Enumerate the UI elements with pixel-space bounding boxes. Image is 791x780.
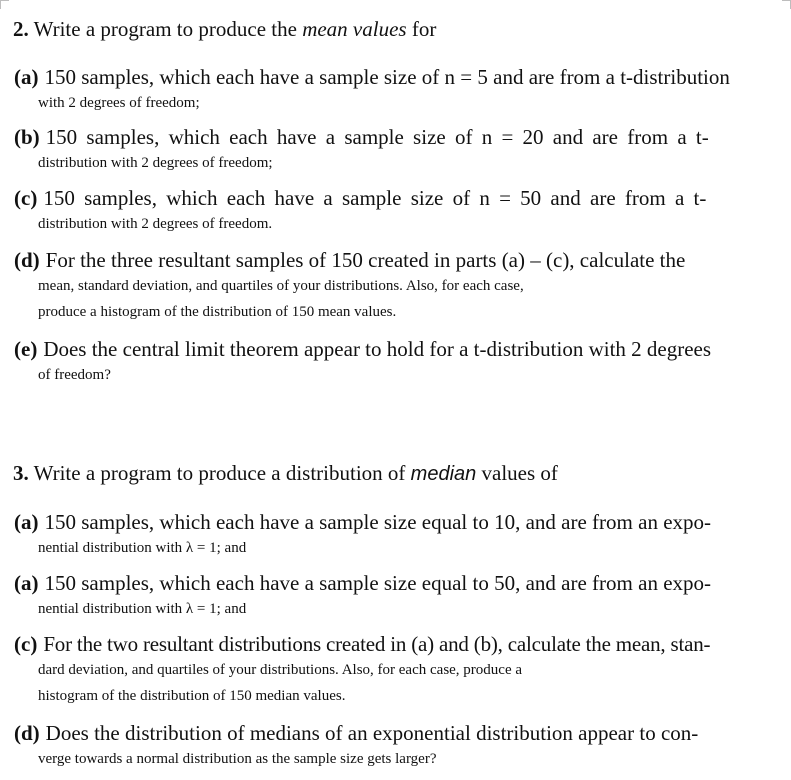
crop-mark-left	[0, 0, 9, 9]
part-line: histogram of the distribution of 150 median values.	[38, 688, 346, 704]
part-text: 150 samples, which each have a sample size of n = 20 and are from a t-	[45, 125, 709, 149]
part-line	[14, 64, 782, 90]
part-line: distribution with 2 degrees of freedom;	[38, 155, 273, 171]
heading-text: Write a program to produce a distribution of	[33, 461, 406, 485]
part-text: Does the distribution of medians of an exponential distribution appear to con-	[45, 721, 699, 745]
part-line: nential distribution with λ = 1; and	[38, 540, 247, 556]
heading-text: values of	[481, 461, 558, 485]
problem-3-part-b	[14, 570, 782, 622]
heading-text: for	[411, 17, 437, 41]
part-line: nential distribution with λ = 1; and	[38, 601, 247, 617]
problem-number: 2.	[13, 17, 29, 41]
problem-2-part-b	[14, 124, 782, 176]
part-line: with 2 degrees of freedom;	[38, 95, 200, 111]
part-line: mean, standard deviation, and quartiles of your distributions. Also, for each case,	[38, 278, 524, 294]
part-line: of freedom?	[38, 367, 111, 383]
heading-emphasis: mean values	[302, 17, 407, 41]
part-text: 150 samples, which each have a sample size of n = 50 and are from a t-	[43, 186, 707, 210]
heading-text: Write a program to produce the	[33, 17, 297, 41]
part-line	[14, 124, 782, 150]
problem-3	[0, 460, 791, 487]
part-label: (a)	[14, 510, 39, 534]
part-label: (a)	[14, 571, 39, 595]
part-line: dard deviation, and quartiles of your distributions. Also, for each case, produce a	[38, 662, 523, 678]
problem-2-heading	[0, 16, 791, 42]
part-label: (c)	[14, 632, 38, 656]
part-line	[14, 509, 782, 535]
problem-2-part-e	[14, 336, 782, 388]
part-label: (c)	[14, 186, 38, 210]
part-label: (d)	[14, 721, 40, 745]
problem-number: 3.	[13, 461, 29, 485]
problem-2	[0, 16, 791, 42]
part-text: For the three resultant samples of 150 created in parts (a) – (c), calculate the	[45, 248, 686, 272]
heading-emphasis: median	[410, 463, 477, 485]
part-line: produce a histogram of the distribution of 150 mean values.	[38, 304, 397, 320]
part-text: 150 samples, which each have a sample size of n = 5 and are from a t-distribution	[44, 65, 730, 89]
part-label: (b)	[14, 125, 40, 149]
problem-2-part-c	[14, 185, 782, 237]
problem-3-heading	[0, 460, 791, 487]
part-label: (e)	[14, 337, 38, 361]
part-line	[14, 336, 782, 362]
part-label: (d)	[14, 248, 40, 272]
crop-mark-right	[782, 0, 791, 9]
part-text: For the two resultant distributions created in (a) and (b), calculate the mean, stan-	[43, 632, 711, 656]
part-text: Does the central limit theorem appear to hold for a t-distribution with 2 degrees	[43, 337, 712, 361]
part-line	[14, 720, 782, 746]
part-line	[14, 631, 782, 657]
part-line: verge towards a normal distribution as the sample size gets larger?	[38, 751, 437, 767]
part-line	[14, 570, 782, 596]
problem-2-part-a	[14, 64, 782, 116]
problem-2-part-d	[14, 247, 782, 325]
part-line	[14, 247, 782, 273]
problem-3-part-d	[14, 720, 782, 772]
problem-3-part-a	[14, 509, 782, 561]
part-line: distribution with 2 degrees of freedom.	[38, 216, 273, 232]
part-line	[14, 185, 782, 211]
part-label: (a)	[14, 65, 39, 89]
problem-3-part-c	[14, 631, 782, 709]
part-text: 150 samples, which each have a sample size equal to 10, and are from an expo-	[44, 510, 712, 534]
part-text: 150 samples, which each have a sample size equal to 50, and are from an expo-	[44, 571, 712, 595]
